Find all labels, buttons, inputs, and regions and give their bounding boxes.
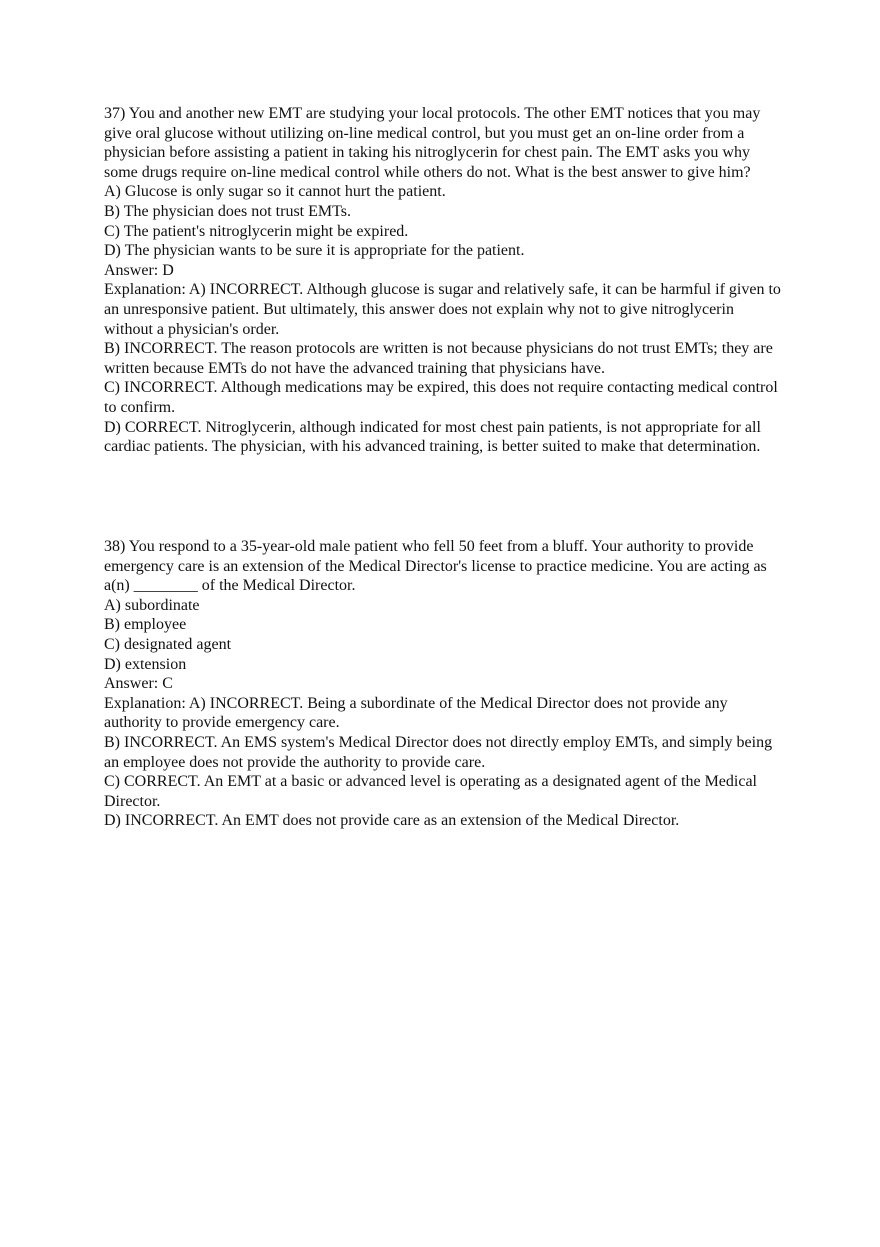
question-37 — [104, 104, 784, 457]
option-d: D) extension — [104, 655, 187, 673]
option-b: B) employee — [104, 616, 187, 634]
explanation-b: B) INCORRECT. An EMS system's Medical Director does not directly employ EMTs, and simply being an employee does not provide the authority to provide care. — [104, 733, 773, 771]
option-a: A) Glucose is only sugar so it cannot hurt the patient. — [104, 183, 446, 201]
explanation-a: Explanation: A) INCORRECT. Although glucose is sugar and relatively safe, it can be harmful if given to an unresponsive patient. But ultimately, this answer does not explain why not to give nitroglycerin without a physician's order. — [104, 281, 781, 338]
option-a: A) subordinate — [104, 596, 200, 614]
explanation-c: C) CORRECT. An EMT at a basic or advanced level is operating as a designated agent of the Medical Director. — [104, 773, 757, 810]
explanation-a: Explanation: A) INCORRECT. Being a subordinate of the Medical Director does not provide any authority to provide emergency care. — [104, 694, 728, 732]
option-c: C) The patient's nitroglycerin might be expired. — [104, 222, 409, 240]
option-c: C) designated agent — [104, 635, 232, 653]
explanation-c: C) INCORRECT. Although medications may be expired, this does not require contacting medical control to confirm. — [104, 379, 778, 416]
option-b: B) The physician does not trust EMTs. — [104, 202, 352, 220]
answer-line: Answer: D — [104, 261, 174, 279]
question-38 — [104, 537, 784, 831]
question-stem: 38) You respond to a 35-year-old male patient who fell 50 feet from a bluff. Your authority to provide emergency care is an extension of the Medical Director's license to practice medicine. You are acting as a(n) ________ of the Medical Director. — [104, 538, 767, 595]
explanation-b: B) INCORRECT. The reason protocols are written is not because physicians do not trust EMTs; they are written because EMTs do not have the advanced training that physicians have. — [104, 340, 773, 377]
explanation-d: D) CORRECT. Nitroglycerin, although indicated for most chest pain patients, is not appropriate for all cardiac patients. The physician, with his advanced training, is better suited to make that determination. — [104, 418, 761, 456]
explanation-d: D) INCORRECT. An EMT does not provide care as an extension of the Medical Director. — [104, 812, 680, 830]
option-d: D) The physician wants to be sure it is appropriate for the patient. — [104, 242, 525, 260]
answer-line: Answer: C — [104, 675, 173, 693]
question-stem: 37) You and another new EMT are studying your local protocols. The other EMT notices that you may give oral glucose without utilizing on-line medical control, but you must get an on-line order from a physician before assisting a patient in taking his nitroglycerin for chest pain. The EMT asks you why some drugs require on-line medical control while others do not. What is the best answer to give him? — [104, 105, 761, 181]
